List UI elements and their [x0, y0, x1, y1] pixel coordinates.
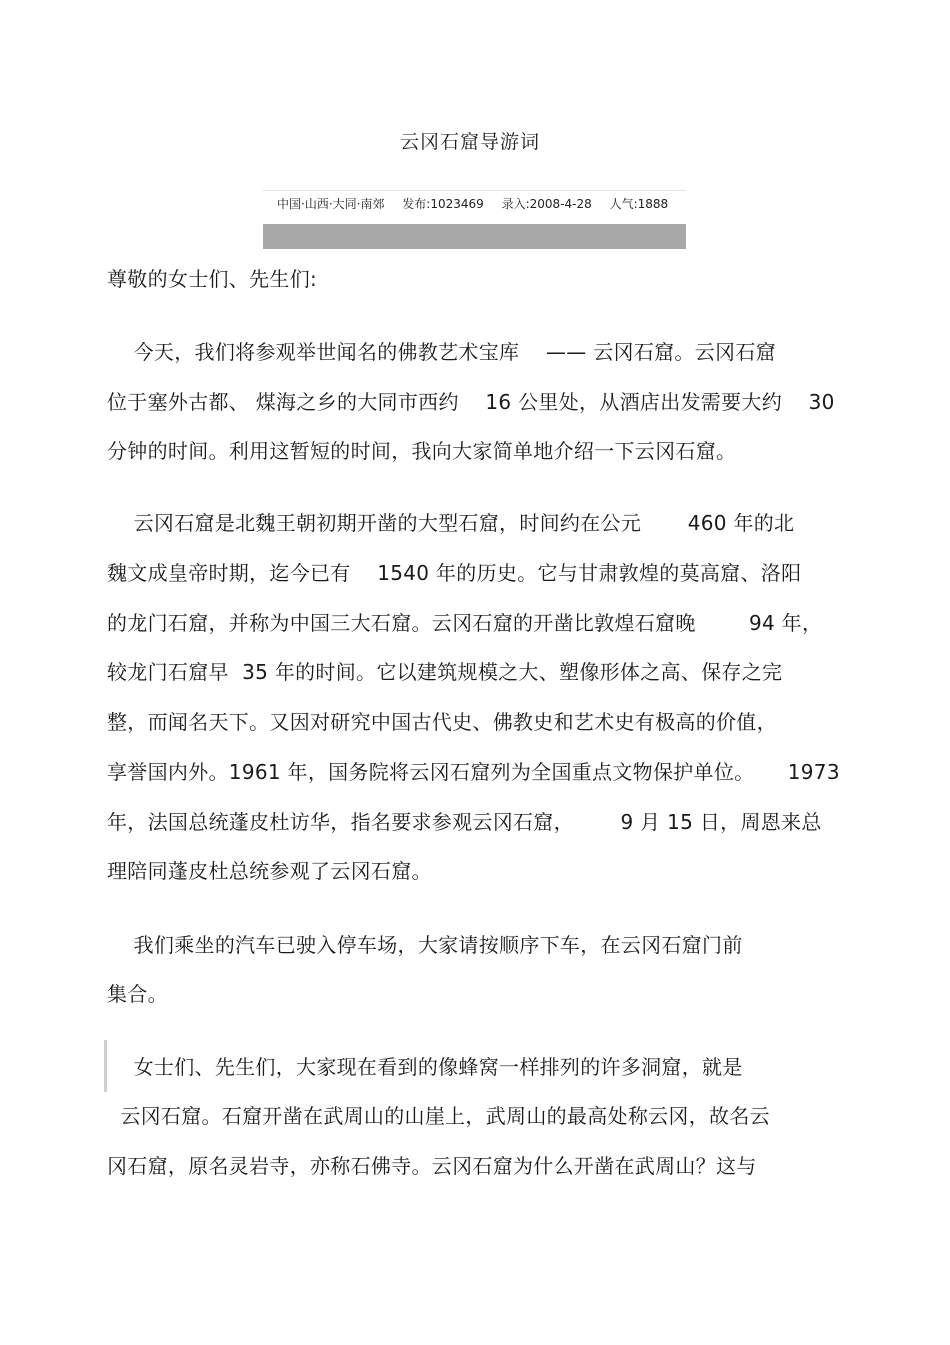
meta-popularity: 人气:1888	[609, 197, 669, 211]
meta-publisher: 发布:1023469	[402, 197, 484, 211]
paragraph-3-line: 集合。	[107, 982, 168, 1006]
greeting: 尊敬的女士们、先生们:	[107, 267, 318, 291]
paragraph-1-line: 分钟的时间。利用这暂短的时间，我向大家简单地介绍一下云冈石窟。	[107, 439, 737, 463]
meta-box	[263, 190, 686, 249]
paragraph-1-line: 位于塞外古都、 煤海之乡的大同市西约 16 公里处，从酒店出发需要大约 30	[107, 390, 835, 414]
paragraph-2-line: 云冈石窟是北魏王朝初期开凿的大型石窟，时间约在公元 460 年的北	[107, 511, 795, 535]
paragraph-4-line: 冈石窟，原名灵岩寺，亦称石佛寺。云冈石窟为什么开凿在武周山？这与	[107, 1154, 757, 1178]
paragraph-2-line: 年，法国总统蓬皮杜访华，指名要求参观云冈石窟， 9 月 15 日，周恩来总	[107, 810, 822, 834]
meta-location: 中国·山西·大同·南郊	[277, 197, 385, 211]
paragraph-3-line: 我们乘坐的汽车已驶入停车场，大家请按顺序下车，在云冈石窟门前	[107, 933, 743, 957]
paragraph-2-line: 较龙门石窟早 35 年的时间。它以建筑规模之大、塑像形体之高、保存之完	[107, 660, 783, 684]
paragraph-2-line: 魏文成皇帝时期，迄今已有 1540 年的历史。它与甘肃敦煌的莫高窟、洛阳	[107, 561, 802, 585]
paragraph-2-line: 享誉国内外。1961 年，国务院将云冈石窟列为全国重点文物保护单位。 1973	[107, 760, 840, 784]
paragraph-1-line: 今天，我们将参观举世闻名的佛教艺术宝库 —— 云冈石窟。云冈石窟	[107, 340, 776, 364]
paragraph-4-line: 云冈石窟。石窟开凿在武周山的山崖上，武周山的最高处称云冈，故名云	[107, 1104, 770, 1128]
meta-entered: 录入:2008-4-28	[501, 197, 592, 211]
paragraph-2-line: 理陪同蓬皮杜总统参观了云冈石窟。	[107, 859, 432, 883]
paragraph-2-line: 整，而闻名天下。又因对研究中国古代史、佛教史和艺术史有极高的价值，	[107, 710, 777, 734]
paragraph-4-line: 女士们、先生们，大家现在看到的像蜂窝一样排列的许多洞窟，就是	[107, 1055, 743, 1079]
paragraph-2-line: 的龙门石窟，并称为中国三大石窟。云冈石窟的开凿比敦煌石窟晚 94 年，	[107, 611, 823, 635]
meta-line	[277, 196, 668, 212]
meta-bar	[263, 224, 686, 249]
article-title: 云冈石窟导游词	[399, 131, 540, 153]
